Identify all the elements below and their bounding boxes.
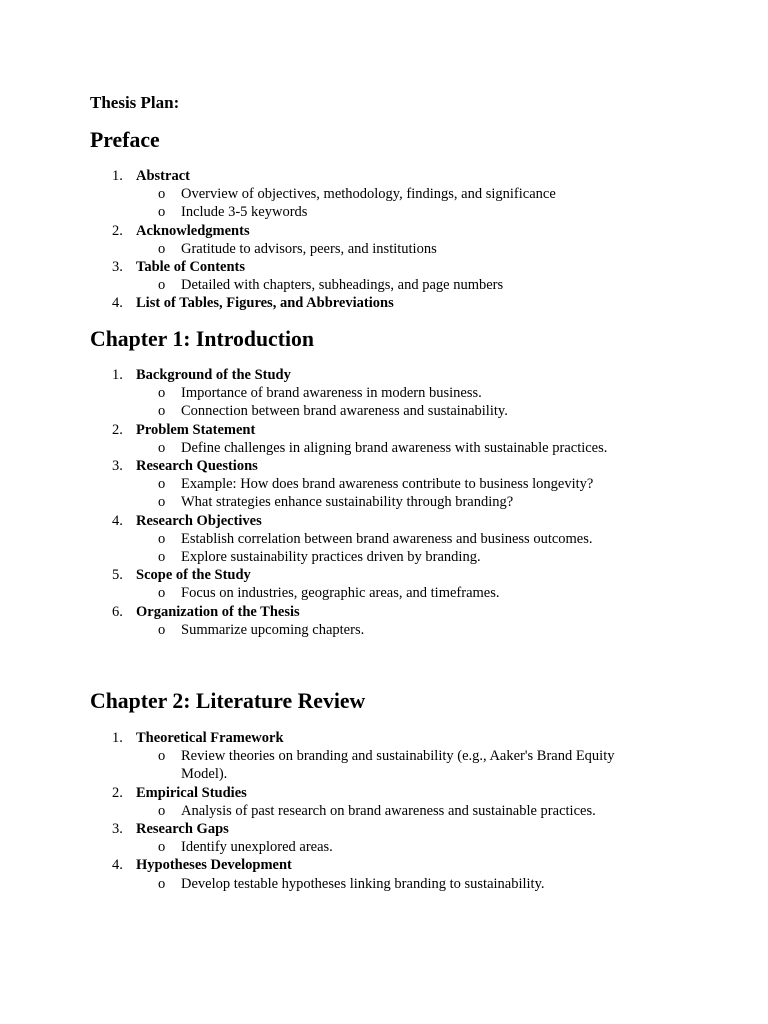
sub-list <box>136 584 768 602</box>
item-number: 3. <box>112 821 123 838</box>
section-heading-chapter-1: Chapter 1: Introduction <box>90 327 314 351</box>
sub-list <box>136 802 768 820</box>
sub-item-text: Summarize upcoming chapters. <box>181 621 365 638</box>
item-title: Research Questions <box>136 458 258 475</box>
sub-item-text: Identify unexplored areas. <box>181 839 333 856</box>
sub-list <box>136 276 768 294</box>
item-number: 2. <box>112 784 123 801</box>
sub-list-item <box>158 621 641 639</box>
page-title: Thesis Plan: <box>90 93 180 112</box>
sub-item-text: Establish correlation between brand awareness and business outcomes. <box>181 530 593 547</box>
bullet-icon: o <box>158 204 166 221</box>
sub-list-item <box>158 276 641 294</box>
sub-list-item <box>158 747 641 783</box>
list-item <box>0 784 768 820</box>
list-item <box>0 167 768 222</box>
sub-item-text: Gratitude to advisors, peers, and institutions <box>181 240 437 257</box>
list-item <box>0 729 768 784</box>
sub-item-text: Importance of brand awareness in modern business. <box>181 385 482 402</box>
item-number: 2. <box>112 222 123 239</box>
item-title: Problem Statement <box>136 421 256 438</box>
sub-list-item <box>158 203 641 221</box>
sub-list-item <box>158 548 641 566</box>
item-number: 2. <box>112 421 123 438</box>
list-item <box>0 856 768 892</box>
item-title: Table of Contents <box>136 259 246 276</box>
bullet-icon: o <box>158 839 166 856</box>
item-title: Abstract <box>136 168 190 184</box>
sub-item-text: Develop testable hypotheses linking branding to sustainability. <box>181 875 545 892</box>
item-title: Scope of the Study <box>136 567 251 584</box>
list-item <box>0 294 768 312</box>
item-title: Hypotheses Development <box>136 857 292 874</box>
bullet-icon: o <box>158 439 166 456</box>
sub-list-item <box>158 475 641 493</box>
sub-item-text: Define challenges in aligning brand awareness with sustainable practices. <box>181 439 608 456</box>
section-heading-preface: Preface <box>90 128 160 152</box>
sub-list <box>136 747 768 783</box>
item-number: 1. <box>112 168 123 184</box>
list-item <box>0 258 768 294</box>
section-heading-chapter-2: Chapter 2: Literature Review <box>90 689 366 713</box>
list-item <box>0 421 768 457</box>
bullet-icon: o <box>158 494 166 511</box>
sub-list <box>136 185 768 221</box>
sub-list <box>136 475 768 511</box>
bullet-icon: o <box>158 875 166 892</box>
item-number: 4. <box>112 857 123 874</box>
item-title: Organization of the Thesis <box>136 603 300 620</box>
sub-list <box>136 384 768 420</box>
sub-item-text: Explore sustainability practices driven by branding. <box>181 549 481 566</box>
item-title: Theoretical Framework <box>136 730 284 746</box>
sub-item-text: Overview of objectives, methodology, findings, and significance <box>181 186 556 203</box>
bullet-icon: o <box>158 476 166 493</box>
list-item <box>0 366 768 421</box>
list-item <box>0 512 768 567</box>
sub-item-text: Detailed with chapters, subheadings, and page numbers <box>181 277 504 294</box>
sub-item-text: What strategies enhance sustainability through branding? <box>181 494 514 511</box>
item-number: 1. <box>112 730 123 746</box>
bullet-icon: o <box>158 802 166 819</box>
sub-item-text: Example: How does brand awareness contribute to business longevity? <box>181 476 594 493</box>
sub-list <box>136 439 768 457</box>
item-number: 4. <box>112 512 123 529</box>
list-item <box>0 222 768 258</box>
list-item <box>0 603 768 639</box>
item-number: 3. <box>112 458 123 475</box>
sub-list-item <box>158 530 641 548</box>
sub-list-item <box>158 838 641 856</box>
bullet-icon: o <box>158 277 166 294</box>
sub-list-item <box>158 584 641 602</box>
bullet-icon: o <box>158 385 166 402</box>
sub-item-text: Connection between brand awareness and sustainability. <box>181 403 508 420</box>
item-number: 5. <box>112 567 123 584</box>
list-item <box>0 820 768 856</box>
sub-list-item <box>158 240 641 258</box>
sub-item-text: Include 3-5 keywords <box>181 204 308 221</box>
list-item <box>0 457 768 512</box>
sub-list <box>136 240 768 258</box>
item-number: 6. <box>112 603 123 620</box>
item-number: 4. <box>112 295 123 312</box>
sub-item-text: Focus on industries, geographic areas, and timeframes. <box>181 585 500 602</box>
sub-list <box>136 875 768 893</box>
item-title: Research Objectives <box>136 512 262 529</box>
sub-list <box>136 621 768 639</box>
item-title: Acknowledgments <box>136 222 250 239</box>
bullet-icon: o <box>158 530 166 547</box>
item-number: 3. <box>112 259 123 276</box>
chapter-2-list <box>0 729 768 893</box>
sub-list-item <box>158 802 641 820</box>
sub-list <box>136 530 768 566</box>
sub-item-text: Analysis of past research on brand awareness and sustainable practices. <box>181 802 596 819</box>
bullet-icon: o <box>158 585 166 602</box>
bullet-icon: o <box>158 748 166 765</box>
sub-list <box>136 838 768 856</box>
sub-item-text: Review theories on branding and sustainability (e.g., Aaker's Brand Equity Model). <box>181 748 615 783</box>
bullet-icon: o <box>158 403 166 420</box>
sub-list-item <box>158 402 641 420</box>
sub-list-item <box>158 875 641 893</box>
sub-list-item <box>158 384 641 402</box>
item-title: Empirical Studies <box>136 784 247 801</box>
bullet-icon: o <box>158 621 166 638</box>
item-number: 1. <box>112 367 123 383</box>
item-title: List of Tables, Figures, and Abbreviations <box>136 295 394 312</box>
bullet-icon: o <box>158 186 166 203</box>
sub-list-item <box>158 439 641 457</box>
chapter-1-list <box>0 366 768 639</box>
list-item <box>0 566 768 602</box>
item-title: Research Gaps <box>136 821 229 838</box>
preface-list <box>0 167 768 313</box>
bullet-icon: o <box>158 549 166 566</box>
sub-list-item <box>158 493 641 511</box>
sub-list-item <box>158 185 641 203</box>
bullet-icon: o <box>158 240 166 257</box>
item-title: Background of the Study <box>136 367 291 383</box>
